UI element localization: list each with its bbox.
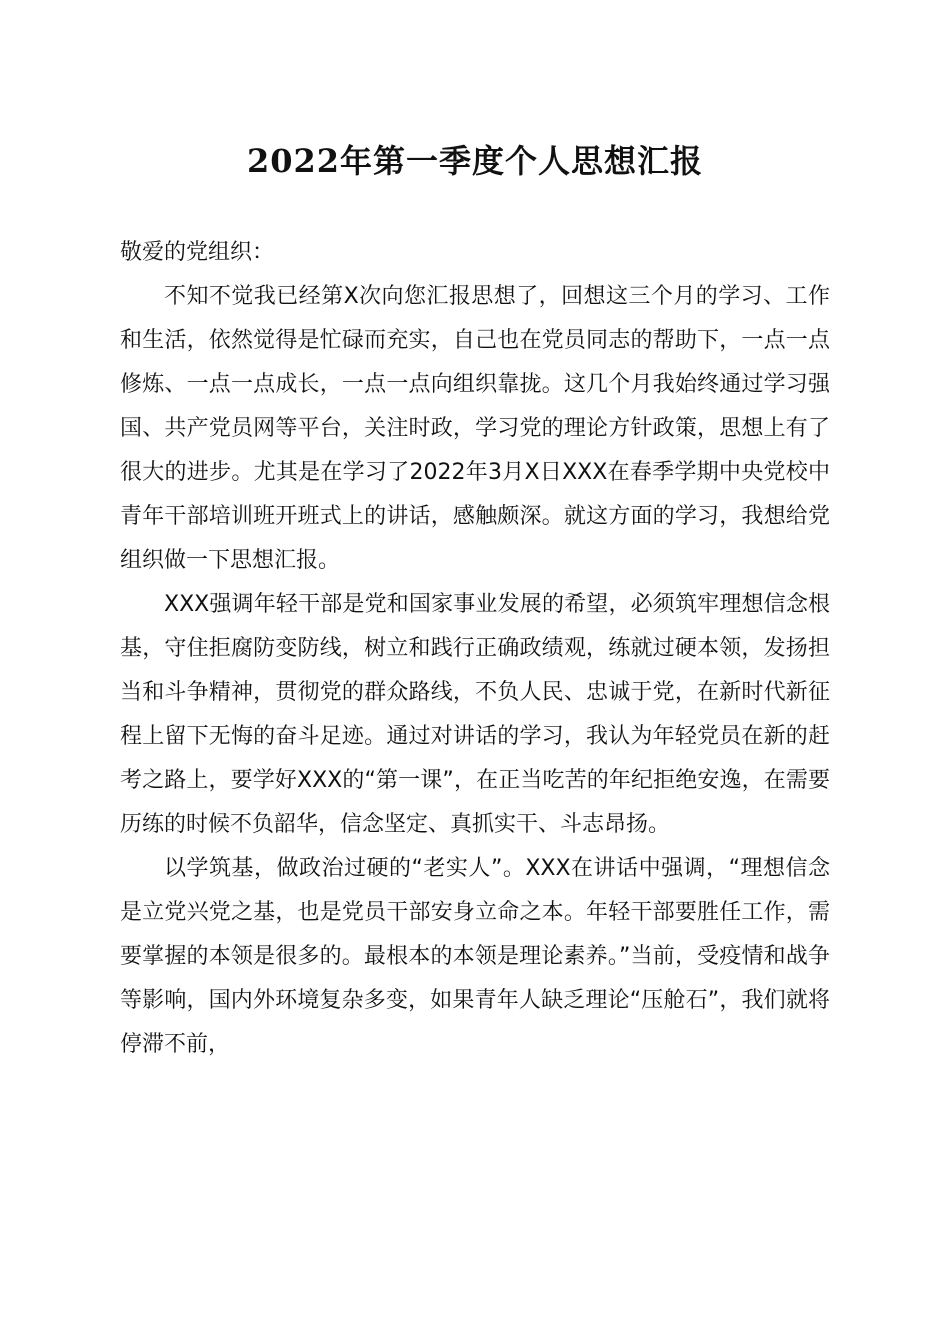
- document-body: [120, 231, 830, 1067]
- paragraph: XXX强调年轻干部是党和国家事业发展的希望，必须筑牢理想信念根基，守住拒腐防变防线，树立和践行正确政绩观，练就过硬本领，发扬担当和斗争精神，贯彻党的群众路线，不负人民、忠诚于党，在新时代新征程上留下无悔的奋斗足迹。通过对讲话的学习，我认为年轻党员在新的赶考之路上，要学好XXX的“第一课”，在正当吃苦的年纪拒绝安逸，在需要历练的时候不负韶华，信念坚定、真抓实干、斗志昂扬。: [120, 592, 830, 837]
- document-title: 2022年第一季度个人思想汇报: [246, 142, 704, 180]
- paragraph: 以学筑基，做政治过硬的“老实人”。XXX在讲话中强调，“理想信念是立党兴党之基，也是党员干部安身立命之本。年轻干部要胜任工作，需要掌握的本领是很多的。最根本的本领是理论素养。”当前，受疫情和战争等影响，国内外环境复杂多变，如果青年人缺乏理论“压舱石”，我们就将停滞不前，: [120, 856, 830, 1057]
- salutation: 敬爱的党组织：: [120, 240, 275, 265]
- paragraph: 不知不觉我已经第X次向您汇报思想了，回想这三个月的学习、工作和生活，依然觉得是忙碌而充实，自己也在党员同志的帮助下，一点一点修炼、一点一点成长，一点一点向组织靠拢。这几个月我始终通过学习强国、共产党员网等平台，关注时政，学习党的理论方针政策，思想上有了很大的进步。尤其是在学习了2022年3月X日XXX在春季学期中央党校中青年干部培训班开班式上的讲话，感触颇深。就这方面的学习，我想给党组织做一下思想汇报。: [120, 284, 830, 573]
